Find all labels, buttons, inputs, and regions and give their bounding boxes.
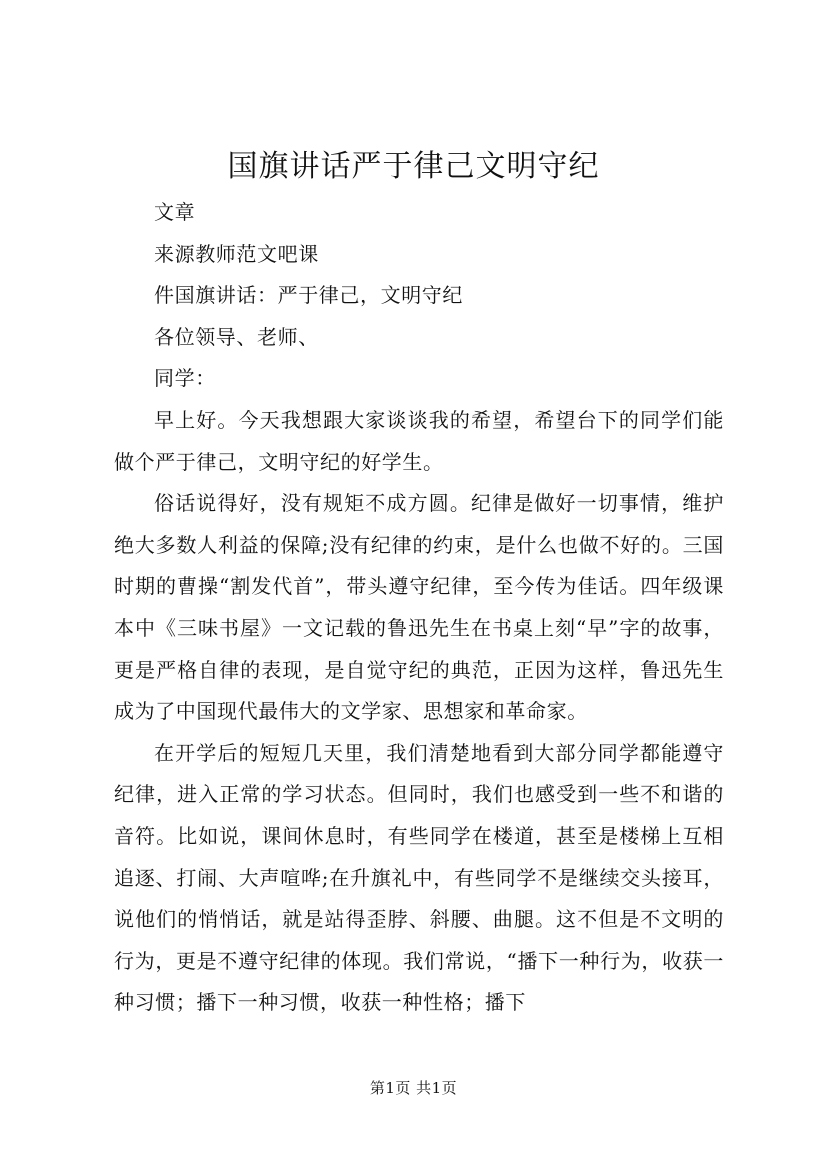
document-body <box>114 192 724 1024</box>
body-paragraph: 早上好。今天我想跟大家谈谈我的希望，希望台下的同学们能做个严于律己，文明守纪的好学生。 <box>114 407 724 474</box>
page-number-footer: 第1页 共1页 <box>369 1079 458 1097</box>
meta-line: 来源教师范文吧课 <box>154 241 319 266</box>
meta-line: 各位领导、老师、 <box>154 324 319 349</box>
meta-line: 文章 <box>154 200 196 224</box>
greeting-line: 同学： <box>154 366 216 391</box>
meta-line: 件国旗讲话：严于律己，文明守纪 <box>154 283 463 308</box>
body-paragraph: 俗话说得好，没有规矩不成方圆。纪律是做好一切事情，维护绝大多数人利益的保障;没有纪律的约束，是什么也做不好的。三国时期的曹操“割发代首”，带头遵守纪律，至今传为佳话。四年级课本中《三味书屋》一文记载的鲁迅先生在书桌上刻“早”字的故事，更是严格自律的表现，是自觉守纪的典范，正因为这样，鲁迅先生成为了中国现代最伟大的文学家、思想家和革命家。 <box>114 491 724 724</box>
document-title: 国旗讲话严于律己文明守纪 <box>227 149 600 184</box>
body-paragraph: 在开学后的短短几天里，我们清楚地看到大部分同学都能遵守纪律，进入正常的学习状态。但同时，我们也感受到一些不和谐的音符。比如说，课间休息时，有些同学在楼道，甚至是楼梯上互相追逐、打闹、大声喧哗;在升旗礼中，有些同学不是继续交头接耳，说他们的悄悄话，就是站得歪脖、斜腰、曲腿。这不但是不文明的行为，更是不遵守纪律的体现。我们常说，“播下一种行为，收获一种习惯；播下一种习惯，收获一种性格；播下 <box>114 740 724 1015</box>
